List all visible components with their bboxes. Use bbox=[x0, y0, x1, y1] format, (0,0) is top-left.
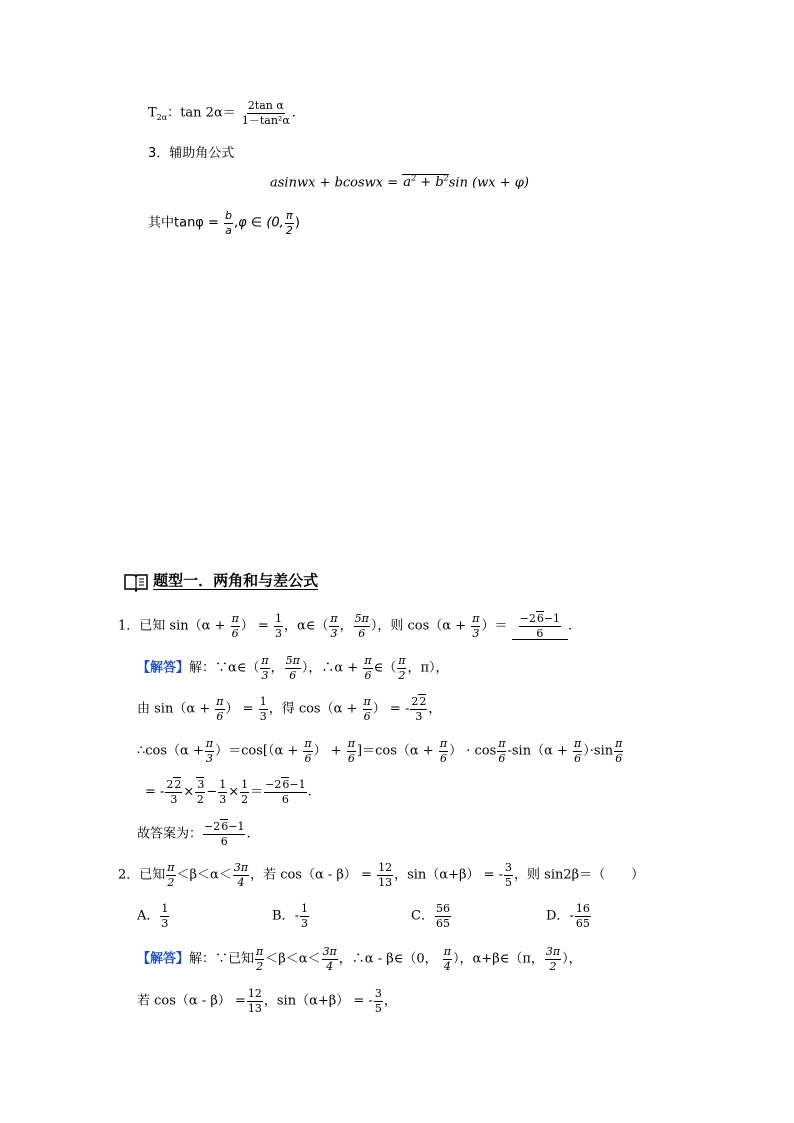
problem2-option-d: D．- $\frac{16}{65}$ bbox=[546, 902, 590, 930]
problem2-option-c: C． $\frac{56}{65}$ bbox=[411, 902, 450, 930]
problem1-sol4: = - $\frac{22}{3}$ × $\frac{3}{2}$ − $\frac{1}{3}$ × $\frac{1}{2}$ ＝ $\frac{-26-1}{6}$ . bbox=[145, 778, 312, 806]
problem1-sol1: 【解答】解：∵α∈（ $\frac{\pi}{3}$ ， $\frac{5\pi}{6}$ ），∴α + $\frac{\pi}{6}$ ∈（ $\frac{\pi}{2}$ ，π）， bbox=[137, 654, 449, 682]
problem2-sol2: 若 cos（α - β） = $\frac{12}{13}$ ，sin（α+β） = - $\frac{3}{5}$ ， bbox=[137, 987, 397, 1015]
t2a-formula: $T_{2\alpha}$：tan 2α＝ $\frac{\text{2tan α}}{\text{1－tan²α}}$ . bbox=[148, 99, 296, 127]
problem1-final: 故答案为： $\frac{-26-1}{6}$ . bbox=[137, 820, 251, 848]
aux-where: 其中tanφ = $\frac{b}{a}$ ,φ ∈ (0, $\frac{\pi}{2}$ ) bbox=[148, 209, 300, 237]
problem2-sol1: 【解答】解：∵已知 $\frac{\pi}{2}$ ＜β＜α＜ $\frac{3\pi}{4}$ ，∴α - β∈（0， $\frac{\pi}{4}$ ），α+β∈（π， $\frac{3\pi}{2}$ ）， bbox=[137, 945, 582, 973]
section-heading: 题型一．两角和与差公式 bbox=[123, 572, 318, 592]
problem2-option-a: A． $\frac{1}{3}$ bbox=[137, 902, 169, 930]
problem1-stem: 1．已知 sin（α + $\frac{\pi}{6}$ ） = $\frac{1}{3}$ ，α∈（ $\frac{\pi}{3}$ ， $\frac{5\pi}{6}$ ），则 cos（α + $\frac{\pi}{3}$ ）＝ $\frac{-26-1}{6}$ . bbox=[118, 612, 573, 640]
aux-formula: asinwx + bcoswx = $a^2 + b^2\sin$ (wx + φ) bbox=[270, 174, 529, 191]
problem1-sol2: 由 sin（α + $\frac{\pi}{6}$ ） = $\frac{1}{3}$ ，得 cos（α + $\frac{\pi}{6}$ ） = - $\frac{22}{3}$ ， bbox=[137, 695, 442, 723]
problem2-stem: 2．已知 $\frac{\pi}{2}$ ＜β＜α＜ $\frac{3\pi}{4}$ ，若 cos（α - β） = $\frac{12}{13}$ ，sin（α+β） = - $\frac{3}{5}$ ，则 sin2β＝（ ） bbox=[118, 861, 645, 889]
problem1-sol3: ∴cos（α + $\frac{\pi}{3}$ ）＝cos[（α + $\frac{\pi}{6}$ ） + $\frac{\pi}{6}$ ]＝cos（α + $\frac{\pi}{6}$ ） · cos $\frac{\pi}{6}$ -sin（α + $\frac{\pi}{6}$ ）·sin $\frac{\pi}{6}$ bbox=[137, 737, 623, 765]
book-icon bbox=[123, 572, 149, 592]
problem2-option-b: B．- $\frac{1}{3}$ bbox=[272, 902, 308, 930]
aux-title: 3．辅助角公式 bbox=[148, 146, 235, 161]
